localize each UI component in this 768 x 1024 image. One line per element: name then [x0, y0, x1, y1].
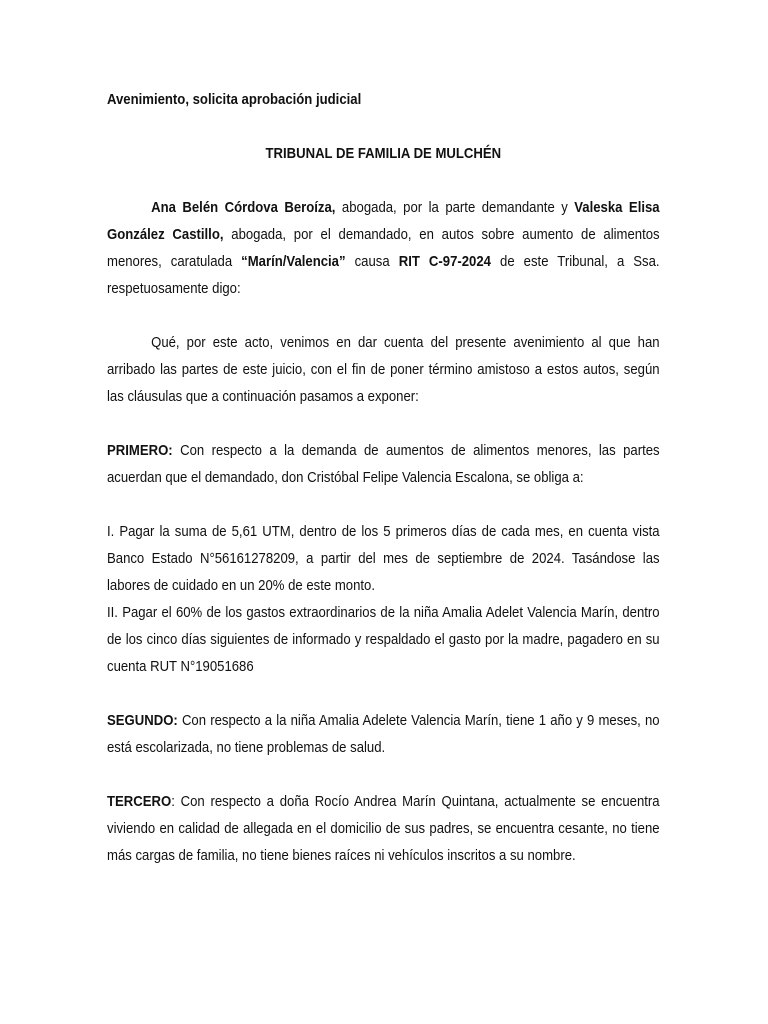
intro-paragraph [107, 195, 660, 303]
intro-text-3: causa [345, 254, 399, 270]
clause-segundo [107, 708, 660, 762]
document-body [107, 87, 660, 870]
clause-primero-label: PRIMERO: [107, 443, 173, 459]
item-i: I. Pagar la suma de 5,61 UTM, dentro de los 5 primeros días de cada mes, en cuenta vista Banco Estado N°56161278209, a partir del mes de septiembre de 2024. Tasándose las labores de cuidado en un 20% de este monto. [107, 524, 660, 594]
defendant-lawyer-name: Valeska Elisa González Castillo, [107, 200, 660, 243]
clause-tercero-label: TERCERO [107, 794, 172, 810]
clause-segundo-label: SEGUNDO: [107, 713, 178, 729]
clause-segundo-text: Con respecto a la niña Amalia Adelete Valencia Marín, tiene 1 año y 9 meses, no está escolarizada, no tiene problemas de salud. [107, 713, 660, 756]
item-ii: II. Pagar el 60% de los gastos extraordinarios de la niña Amalia Adelet Valencia Marín, dentro de los cinco días siguientes de informado y respaldado el gasto por la madre, pagadero en su cuenta RUT N°19051686 [107, 605, 660, 675]
intro-text-1: abogada, por la parte demandante y [335, 200, 575, 216]
clause-primero [107, 438, 660, 492]
court-heading: TRIBUNAL DE FAMILIA DE MULCHÉN [265, 146, 502, 162]
intro-text-4: de este Tribunal, a Ssa. respetuosamente digo: [107, 254, 660, 297]
document-title: Avenimiento, solicita aprobación judicial [107, 92, 362, 108]
clause-tercero-text: : Con respecto a doña Rocío Andrea Marín Quintana, actualmente se encuentra viviendo en calidad de allegada en el domicilio de sus padres, se encuentra cesante, no tiene más cargas de familia, no tiene bienes raíces ni vehículos inscritos a su nombre. [107, 794, 660, 864]
clause-tercero [107, 789, 660, 870]
plaintiff-lawyer-name: Ana Belén Córdova Beroíza, [151, 200, 336, 216]
clause-primero-text: Con respecto a la demanda de aumentos de alimentos menores, las partes acuerdan que el demandado, don Cristóbal Felipe Valencia Escalona, se obliga a: [107, 443, 660, 486]
case-name: “Marín/Valencia” [241, 254, 346, 270]
case-rit: RIT C-97-2024 [398, 254, 491, 270]
intro-text-2: abogada, por el demandado, en autos sobre aumento de alimentos menores, caratulada [107, 227, 660, 270]
que-paragraph: Qué, por este acto, venimos en dar cuenta del presente avenimiento al que han arribado las partes de este juicio, con el fin de poner término amistoso a estos autos, según las cláusulas que a continuación pasamos a exponer: [107, 335, 660, 405]
